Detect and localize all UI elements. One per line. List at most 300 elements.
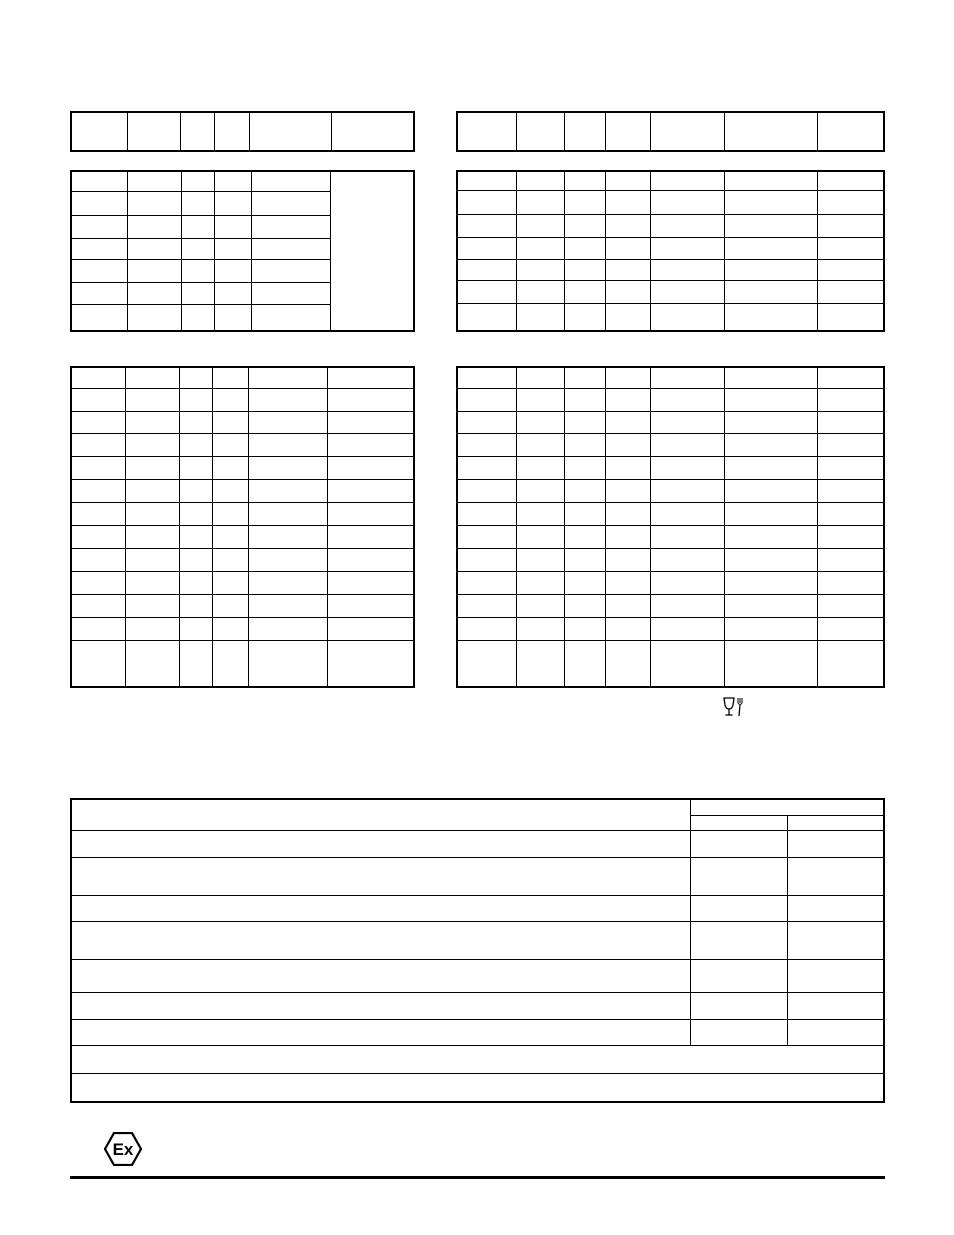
table-cell (249, 411, 328, 433)
table-cell (565, 190, 606, 214)
table-cell (606, 237, 651, 259)
table-cell (328, 411, 415, 433)
merged-cell (331, 171, 415, 331)
table-cell (126, 479, 180, 502)
table-cell (565, 388, 606, 411)
table-cell (457, 571, 517, 594)
table-cell (215, 304, 252, 331)
table-cell (818, 112, 885, 151)
table-cell (328, 456, 415, 479)
table-cell (457, 617, 517, 640)
table-cell (691, 921, 788, 959)
table-cell (651, 640, 725, 687)
table-cell (606, 456, 651, 479)
table-cell (215, 112, 250, 151)
table-cell (180, 640, 213, 687)
mid-left-table (70, 366, 415, 688)
table-cell (651, 237, 725, 259)
table-cell (328, 502, 415, 525)
table-cell (249, 525, 328, 548)
table-cell (71, 640, 126, 687)
table-cell (71, 367, 126, 388)
table-cell (71, 857, 691, 895)
table-cell (517, 388, 565, 411)
table-cell (249, 502, 328, 525)
table-cell (126, 640, 180, 687)
table-cell (517, 433, 565, 456)
table-row (71, 830, 884, 857)
table-row (71, 992, 884, 1019)
table-row (457, 502, 884, 525)
table-cell (651, 456, 725, 479)
table-cell (328, 388, 415, 411)
table-cell (691, 799, 885, 815)
table-cell (213, 367, 249, 388)
table-cell (213, 502, 249, 525)
table-cell (606, 479, 651, 502)
table-cell (517, 411, 565, 433)
table-row (71, 571, 414, 594)
table-cell (71, 799, 691, 830)
table-cell (565, 640, 606, 687)
table-cell (517, 594, 565, 617)
table-cell (517, 214, 565, 237)
table-row (457, 548, 884, 571)
table-cell (213, 411, 249, 433)
table-cell (818, 303, 885, 331)
table-cell (250, 112, 332, 151)
table-cell (565, 303, 606, 331)
table-cell (71, 1045, 884, 1073)
table-cell (725, 571, 818, 594)
table-cell (213, 479, 249, 502)
table-cell (71, 411, 126, 433)
table-row (457, 456, 884, 479)
table-cell (725, 237, 818, 259)
table-cell (651, 112, 725, 151)
top-left-body-table (70, 170, 415, 332)
table-cell (565, 479, 606, 502)
table-cell (71, 571, 126, 594)
table-cell (691, 1019, 788, 1045)
table-cell (249, 617, 328, 640)
table-cell (818, 388, 885, 411)
table-cell (517, 237, 565, 259)
table-cell (180, 479, 213, 502)
table-cell (71, 215, 128, 238)
table-cell (517, 571, 565, 594)
table-cell (651, 617, 725, 640)
table-row (71, 1073, 884, 1102)
table-cell (182, 215, 215, 238)
table-cell (606, 112, 651, 151)
table-cell (182, 191, 215, 215)
table-cell (180, 411, 213, 433)
table-row (71, 502, 414, 525)
table-row (71, 525, 414, 548)
glass-and-fork-icon (722, 695, 748, 719)
table-row (71, 1045, 884, 1073)
table-cell (818, 525, 885, 548)
table-cell (71, 548, 126, 571)
table-cell (691, 895, 788, 921)
table-cell (725, 190, 818, 214)
table-cell (328, 479, 415, 502)
table-cell (457, 214, 517, 237)
table-cell (787, 857, 884, 895)
table-row (71, 171, 414, 191)
bottom-table (70, 798, 885, 1103)
table-cell (565, 456, 606, 479)
table-cell (691, 830, 788, 857)
table-cell (691, 959, 788, 992)
table-cell (565, 502, 606, 525)
table-cell (651, 171, 725, 190)
table-cell (606, 190, 651, 214)
table-cell (517, 617, 565, 640)
table-cell (332, 112, 415, 151)
table-cell (517, 171, 565, 190)
table-cell (725, 640, 818, 687)
table-cell (71, 304, 128, 331)
table-cell (126, 367, 180, 388)
table-cell (71, 238, 128, 259)
table-cell (691, 857, 788, 895)
table-cell (725, 367, 818, 388)
table-cell (787, 815, 884, 830)
table-cell (126, 388, 180, 411)
table-cell (725, 433, 818, 456)
table-cell (71, 191, 128, 215)
table-cell (213, 388, 249, 411)
table-cell (725, 280, 818, 303)
table-cell (126, 548, 180, 571)
table-cell (328, 548, 415, 571)
table-cell (182, 304, 215, 331)
table-cell (71, 502, 126, 525)
table-row (457, 171, 884, 190)
table-cell (180, 525, 213, 548)
table-cell (328, 525, 415, 548)
table-row (457, 594, 884, 617)
table-cell (252, 304, 331, 331)
table-cell (180, 388, 213, 411)
table-cell (213, 640, 249, 687)
table-cell (128, 259, 182, 282)
table-cell (71, 921, 691, 959)
table-cell (565, 112, 606, 151)
table-cell (818, 171, 885, 190)
table-cell (71, 282, 128, 304)
table-cell (725, 411, 818, 433)
table-cell (249, 640, 328, 687)
table-cell (328, 571, 415, 594)
table-cell (126, 433, 180, 456)
table-cell (606, 502, 651, 525)
table-cell (725, 259, 818, 280)
table-cell (818, 237, 885, 259)
table-cell (213, 594, 249, 617)
table-cell (182, 259, 215, 282)
table-cell (457, 640, 517, 687)
table-cell (126, 502, 180, 525)
table-cell (180, 548, 213, 571)
table-cell (213, 433, 249, 456)
table-row (457, 303, 884, 331)
top-left-header-table (70, 111, 415, 152)
table-row (457, 640, 884, 687)
table-cell (565, 367, 606, 388)
table-cell (71, 112, 128, 151)
table-cell (457, 280, 517, 303)
table-cell (818, 367, 885, 388)
table-cell (213, 617, 249, 640)
table-cell (252, 238, 331, 259)
table-cell (128, 238, 182, 259)
table-cell (457, 190, 517, 214)
table-cell (71, 959, 691, 992)
table-cell (71, 1073, 884, 1102)
table-cell (565, 237, 606, 259)
table-cell (818, 571, 885, 594)
table-cell (606, 571, 651, 594)
table-cell (457, 171, 517, 190)
table-row (71, 112, 414, 151)
table-cell (651, 594, 725, 617)
table-cell (651, 571, 725, 594)
table-cell (215, 171, 252, 191)
table-row (71, 921, 884, 959)
table-cell (71, 617, 126, 640)
table-cell (517, 640, 565, 687)
table-row (457, 617, 884, 640)
table-cell (725, 594, 818, 617)
table-row (71, 456, 414, 479)
table-cell (651, 502, 725, 525)
table-cell (818, 617, 885, 640)
table-cell (818, 214, 885, 237)
table-cell (517, 259, 565, 280)
logo-text: Ex (112, 1140, 134, 1159)
table-cell (787, 1019, 884, 1045)
table-cell (180, 571, 213, 594)
table-cell (71, 1019, 691, 1045)
table-cell (328, 617, 415, 640)
table-cell (606, 303, 651, 331)
table-cell (725, 171, 818, 190)
table-cell (725, 502, 818, 525)
table-cell (215, 215, 252, 238)
table-cell (517, 525, 565, 548)
table-cell (457, 479, 517, 502)
table-cell (182, 238, 215, 259)
table-cell (180, 617, 213, 640)
table-row (71, 617, 414, 640)
table-cell (565, 525, 606, 548)
table-cell (787, 992, 884, 1019)
table-cell (565, 571, 606, 594)
top-right-body-table (456, 170, 885, 332)
table-cell (818, 594, 885, 617)
table-cell (818, 502, 885, 525)
table-cell (71, 992, 691, 1019)
table-cell (71, 830, 691, 857)
table-cell (128, 304, 182, 331)
table-cell (128, 191, 182, 215)
table-cell (818, 640, 885, 687)
table-cell (606, 280, 651, 303)
table-row (457, 367, 884, 388)
table-row (457, 214, 884, 237)
table-row (71, 594, 414, 617)
table-cell (517, 456, 565, 479)
table-row (71, 388, 414, 411)
table-cell (215, 259, 252, 282)
table-cell (252, 282, 331, 304)
table-row (71, 857, 884, 895)
table-cell (818, 190, 885, 214)
table-cell (606, 259, 651, 280)
table-cell (787, 959, 884, 992)
table-row (71, 1019, 884, 1045)
table-cell (606, 433, 651, 456)
top-right-header-table (456, 111, 885, 152)
table-cell (128, 112, 181, 151)
table-cell (213, 525, 249, 548)
table-cell (818, 259, 885, 280)
table-cell (691, 815, 788, 830)
table-cell (651, 388, 725, 411)
table-cell (457, 456, 517, 479)
table-cell (606, 171, 651, 190)
table-cell (249, 433, 328, 456)
table-row (71, 640, 414, 687)
table-cell (606, 388, 651, 411)
table-cell (457, 367, 517, 388)
table-cell (457, 548, 517, 571)
table-cell (457, 433, 517, 456)
table-cell (517, 303, 565, 331)
table-row (71, 799, 884, 815)
table-cell (328, 367, 415, 388)
table-cell (818, 479, 885, 502)
table-cell (249, 388, 328, 411)
table-cell (606, 594, 651, 617)
table-cell (651, 190, 725, 214)
table-cell (180, 433, 213, 456)
table-cell (215, 191, 252, 215)
table-cell (565, 171, 606, 190)
table-cell (457, 594, 517, 617)
table-row (457, 112, 884, 151)
table-cell (180, 456, 213, 479)
table-cell (215, 238, 252, 259)
table-cell (565, 548, 606, 571)
table-row (457, 237, 884, 259)
table-cell (249, 367, 328, 388)
table-cell (651, 259, 725, 280)
table-cell (249, 594, 328, 617)
table-cell (213, 571, 249, 594)
table-cell (565, 617, 606, 640)
table-cell (126, 571, 180, 594)
table-cell (249, 456, 328, 479)
table-cell (457, 237, 517, 259)
table-cell (128, 282, 182, 304)
table-cell (252, 171, 331, 191)
table-cell (180, 502, 213, 525)
table-cell (517, 280, 565, 303)
table-cell (328, 594, 415, 617)
table-row (71, 433, 414, 456)
table-cell (606, 214, 651, 237)
table-row (457, 190, 884, 214)
table-cell (651, 367, 725, 388)
table-cell (725, 214, 818, 237)
table-cell (71, 479, 126, 502)
table-cell (126, 525, 180, 548)
table-cell (126, 617, 180, 640)
table-cell (565, 214, 606, 237)
table-cell (213, 456, 249, 479)
table-cell (517, 367, 565, 388)
table-cell (457, 411, 517, 433)
table-cell (252, 215, 331, 238)
table-cell (787, 830, 884, 857)
table-cell (180, 367, 213, 388)
table-cell (565, 411, 606, 433)
ex-explosion-proof-logo (104, 1132, 142, 1166)
table-cell (126, 594, 180, 617)
table-cell (71, 895, 691, 921)
table-cell (651, 433, 725, 456)
table-cell (457, 112, 517, 151)
table-cell (651, 214, 725, 237)
table-cell (128, 171, 182, 191)
table-cell (565, 259, 606, 280)
table-cell (787, 895, 884, 921)
table-row (457, 259, 884, 280)
table-cell (213, 548, 249, 571)
table-cell (457, 388, 517, 411)
table-cell (725, 525, 818, 548)
table-cell (249, 571, 328, 594)
table-cell (126, 411, 180, 433)
table-cell (725, 479, 818, 502)
table-cell (215, 282, 252, 304)
table-cell (517, 112, 565, 151)
table-cell (565, 280, 606, 303)
table-cell (517, 190, 565, 214)
table-cell (181, 112, 215, 151)
table-cell (725, 548, 818, 571)
table-cell (517, 479, 565, 502)
table-row (457, 479, 884, 502)
table-cell (71, 259, 128, 282)
table-cell (71, 171, 128, 191)
table-row (71, 548, 414, 571)
table-cell (128, 215, 182, 238)
table-cell (517, 502, 565, 525)
table-cell (457, 303, 517, 331)
table-row (71, 367, 414, 388)
table-cell (249, 479, 328, 502)
table-cell (606, 411, 651, 433)
table-cell (457, 259, 517, 280)
table-cell (818, 411, 885, 433)
table-row (457, 525, 884, 548)
table-cell (725, 617, 818, 640)
